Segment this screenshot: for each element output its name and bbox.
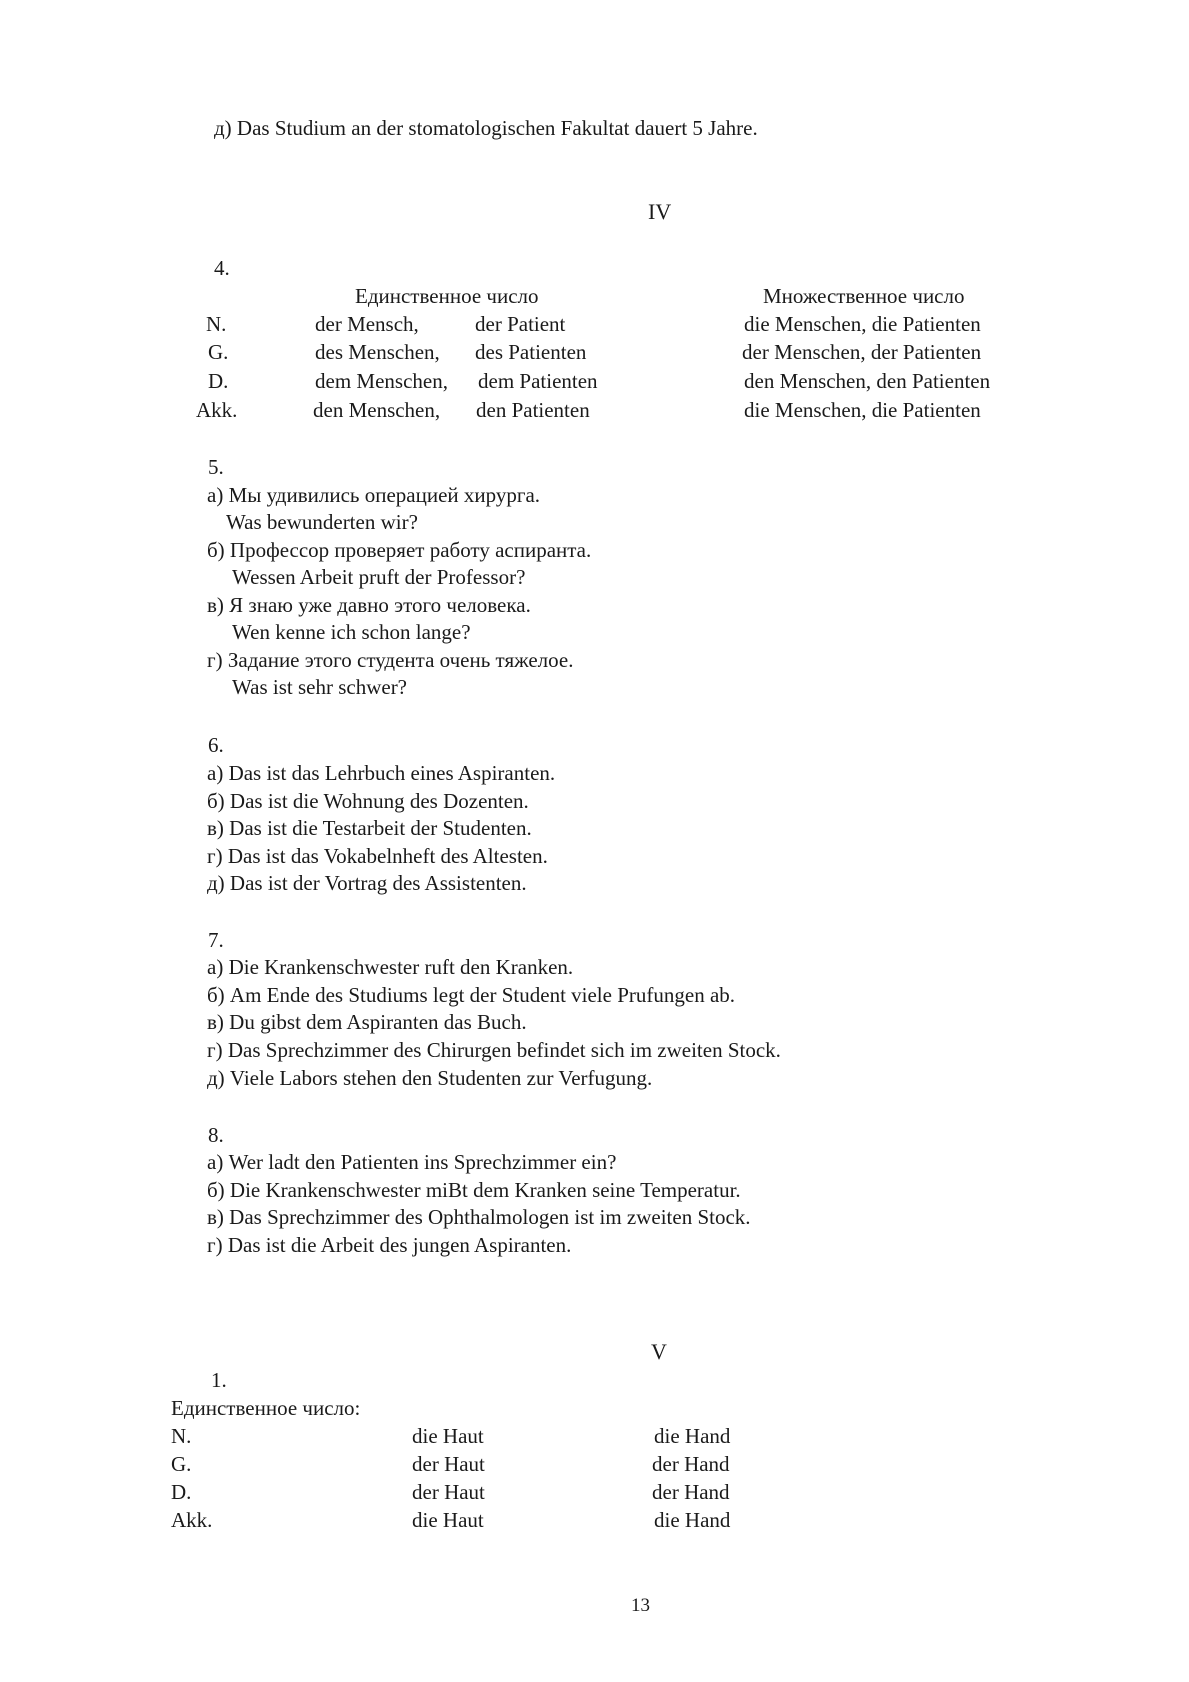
form-hand: der Hand bbox=[652, 1452, 730, 1476]
list-item: Was ist sehr schwer? bbox=[232, 675, 408, 699]
plural-form: die Menschen, die Patienten bbox=[744, 398, 981, 422]
form-hand: die Hand bbox=[654, 1508, 731, 1532]
case-label: N. bbox=[206, 312, 227, 336]
list-item: Wen kenne ich schon lange? bbox=[232, 620, 471, 644]
list-item: г) Задание этого студента очень тяжелое. bbox=[207, 648, 574, 672]
singular-form-1: des Menschen, bbox=[315, 340, 440, 364]
form-haut: der Haut bbox=[412, 1480, 485, 1504]
exercise-6-number: 6. bbox=[208, 733, 224, 757]
list-item: а) Die Krankenschwester ruft den Kranken. bbox=[207, 955, 574, 979]
section-title-iv: IV bbox=[648, 199, 672, 224]
list-item: г) Das ist die Arbeit des jungen Aspiranten. bbox=[207, 1233, 572, 1257]
singular-form-1: dem Menschen, bbox=[315, 369, 448, 393]
list-item: в) Das ist die Testarbeit der Studenten. bbox=[207, 816, 532, 840]
list-item: б) Die Krankenschwester miBt dem Kranken seine Temperatur. bbox=[207, 1178, 741, 1202]
singular-form-1: den Menschen, bbox=[313, 398, 441, 422]
list-item: д) Viele Labors stehen den Studenten zur Verfugung. bbox=[207, 1066, 653, 1090]
plural-header: Множественное число bbox=[763, 284, 965, 308]
list-item: а) Wer ladt den Patienten ins Sprechzimmer ein? bbox=[207, 1150, 617, 1174]
section-title-v: V bbox=[651, 1339, 667, 1364]
list-item: в) Das Sprechzimmer des Ophthalmologen ist im zweiten Stock. bbox=[207, 1205, 751, 1229]
case-label: G. bbox=[208, 340, 229, 364]
form-haut: der Haut bbox=[412, 1452, 485, 1476]
singular-form-1: der Mensch, bbox=[315, 312, 419, 336]
singular-form-2: den Patienten bbox=[476, 398, 590, 422]
list-item: в) Я знаю уже давно этого человека. bbox=[207, 593, 531, 617]
singular-form-2: dem Patienten bbox=[478, 369, 598, 393]
singular-form-2: der Patient bbox=[475, 312, 566, 336]
plural-form: den Menschen, den Patienten bbox=[744, 369, 991, 393]
singular-form-2: des Patienten bbox=[475, 340, 587, 364]
page-number: 13 bbox=[631, 1595, 650, 1616]
form-hand: der Hand bbox=[652, 1480, 730, 1504]
list-item: а) Das ist das Lehrbuch eines Aspiranten. bbox=[207, 761, 556, 785]
list-item: г) Das Sprechzimmer des Chirurgen befindet sich im zweiten Stock. bbox=[207, 1038, 781, 1062]
list-item: б) Am Ende des Studiums legt der Student viele Prufungen ab. bbox=[207, 983, 736, 1007]
case-label: N. bbox=[171, 1424, 192, 1448]
singular-header: Единственное число bbox=[355, 284, 539, 308]
case-label: Akk. bbox=[171, 1508, 213, 1532]
exercise-7-number: 7. bbox=[208, 928, 224, 952]
case-label: D. bbox=[171, 1480, 192, 1504]
list-item: г) Das ist das Vokabelnheft des Altesten. bbox=[207, 844, 548, 868]
list-item: а) Мы удивились операцией хирурга. bbox=[207, 483, 541, 507]
exercise-8-number: 8. bbox=[208, 1123, 224, 1147]
plural-form: die Menschen, die Patienten bbox=[744, 312, 981, 336]
list-item: Wessen Arbeit pruft der Professor? bbox=[232, 565, 526, 589]
form-haut: die Haut bbox=[412, 1508, 484, 1532]
case-label: Akk. bbox=[196, 398, 238, 422]
exercise-4-number: 4. bbox=[214, 256, 230, 280]
exercise-5-number: 5. bbox=[208, 455, 224, 479]
intro-line: д) Das Studium an der stomatologischen Fakultat dauert 5 Jahre. bbox=[214, 116, 758, 140]
exercise-1-number: 1. bbox=[211, 1368, 227, 1392]
case-label: D. bbox=[208, 369, 229, 393]
list-item: д) Das ist der Vortrag des Assistenten. bbox=[207, 871, 527, 895]
list-item: Was bewunderten wir? bbox=[226, 510, 418, 534]
list-item: в) Du gibst dem Aspiranten das Buch. bbox=[207, 1010, 527, 1034]
list-item: б) Das ist die Wohnung des Dozenten. bbox=[207, 789, 529, 813]
singular-header-v: Единственное число: bbox=[171, 1396, 361, 1420]
list-item: б) Профессор проверяет работу аспиранта. bbox=[207, 538, 592, 562]
form-hand: die Hand bbox=[654, 1424, 731, 1448]
form-haut: die Haut bbox=[412, 1424, 484, 1448]
case-label: G. bbox=[171, 1452, 192, 1476]
plural-form: der Menschen, der Patienten bbox=[742, 340, 982, 364]
